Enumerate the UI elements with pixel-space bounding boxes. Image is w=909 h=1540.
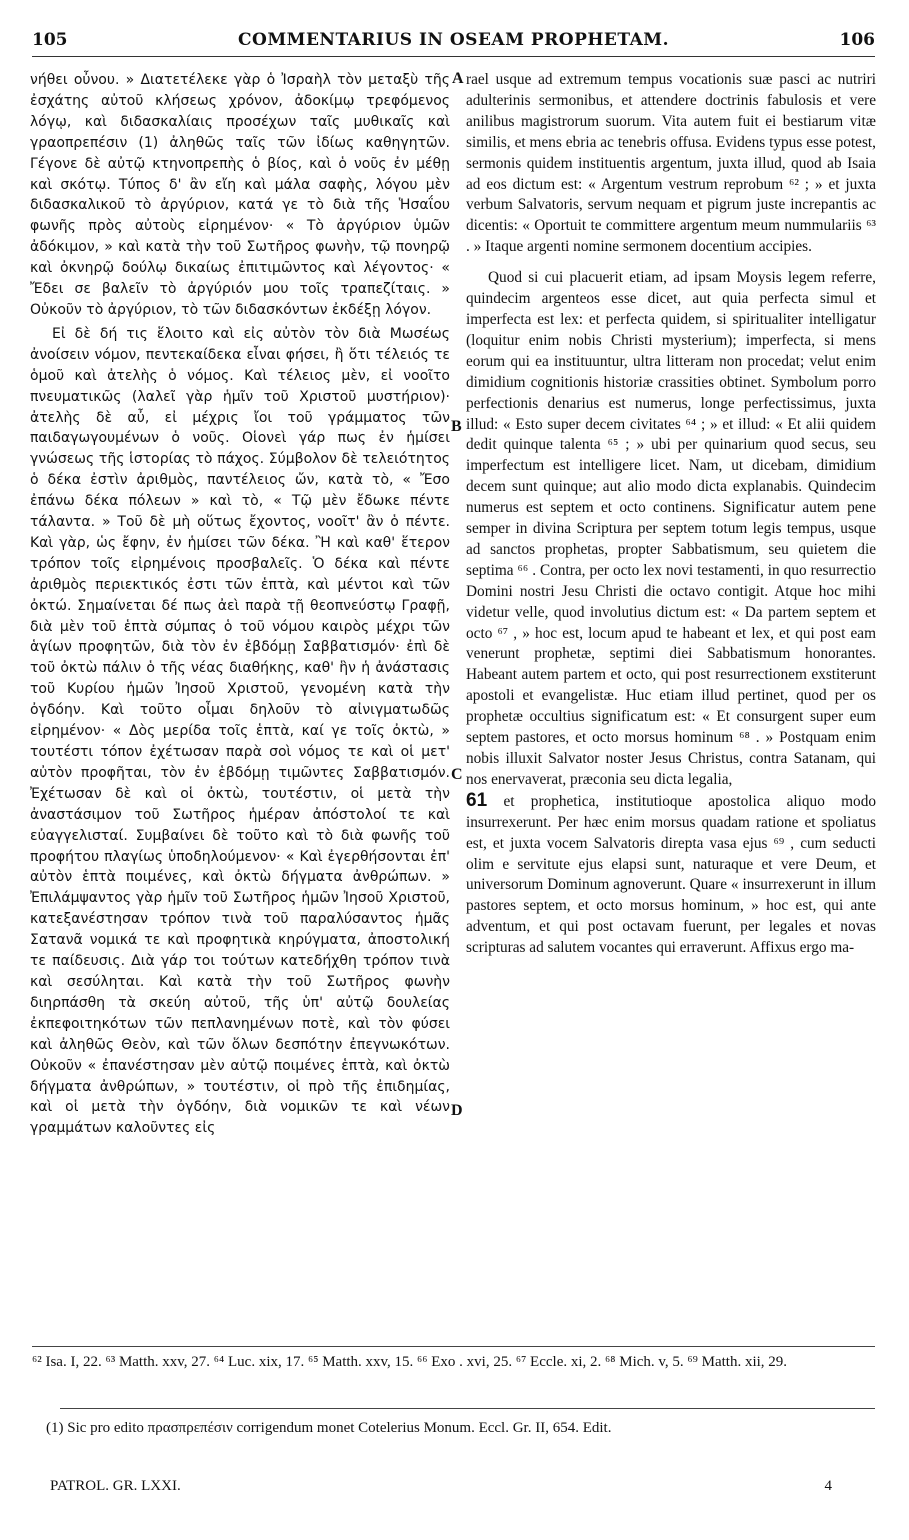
editorial-note [32,1418,875,1438]
latin-paragraph: Quod si cui placuerit etiam, ad ipsam Moysis legem referre, quindecim argenteos esse dicet, aut quia perfecta simul et imperfecta est lex: et perfecta quidem, si spiritualiter intelligatur (loquitur enim nobis Christi mysterium); imperfecta, si mens eorum qui ea instituuntur, ultra litteram non procedat; velut enim dimidium cognitionis historiæ crassities obtinet. Symbolum porro perfectionis denarius est numerus, longe perfectissimus, juxta illud: « Esto super decem civitates ⁶⁴ ; » et illud: « Et alii quidem dedit quinque talenta ⁶⁵ ; » ubi per quinarium quod secus, seu imperfectum est intelligere licet. Nam, ut dicebam, dimidium decem sunt quinque; aut alio modo dicta explanabis. Quindecim numerus est septem et octo continens. Significatur autem pene semper in divina Scriptura per septem totum legis tempus, usque ad sanctos prophetas, propter Sabbatismum, seu quietem die septima ⁶⁶ . Contra, per octo lex novi testamenti, in quo resurrectio Domini nostri Jesu Christi die octavo contigit. Atque hoc mihi videtur velle, quod involutius dictum est: « Da partem septem et octo ⁶⁷ , » hoc est, locum apud te habeant et lex, et qui post eam venerunt prophetæ, septimi diei Sabbatismum honorantes. Habeant autem partem et octo, qui post resurrectionem exstiterunt apostoli et evangelistæ. Huc etiam illud pertinet, quod per os prophetæ occultius significatum est: « Et consurgent super eum septem pastores, et octo morsus hominum ⁶⁸ . » Postquam enim nobis illuxit Salvator noster Jesus Christus, contra Satanam, qui nos enervaverat, præconia seu dicta legalia, [466,269,876,788]
latin-paragraph: rael usque ad extremum tempus vocationis suæ pasci ac nutriri adulterinis sermonibus, et attendere doctrinis fabulosis et vere anilibus magistrorum suorum. Vita autem fuit ei bestiarum vitæ similis, et mens ebria ac tenebris offusa. Evidens typus esse potest, sermonis quidem instituentis argentum, juxta illud, quod ab Isaia ad eos dictum est: « Argentum vestrum reprobum ⁶² ; » et juxta verbum Salvatoris, servum nequam et pigrum juste increpantis ac dicentis: « Oportuit te committere argentum meum nummulariis ⁶³ . » Itaque argenti nomine sermonem docentium accipies. [466,71,876,256]
signature-line [50,1478,872,1500]
right-column-number: 106 [839,30,875,50]
scripture-references [32,1352,875,1372]
latin-paragraph-tail: et prophetica, institutioque apostolica aliquo modo insurrexerunt. Per hæc enim morsus quadam ratione et spoliatus est, et juxta vocem Salvatoris direpta vasa ejus ⁶⁹ , cum seducti olim e servitute ejus elapsi sunt, naturaque et vere Deum, et universorum Dominum agnoverunt. Quare « insurrexerunt in illum pastores septem, et octo morsus hominum, » hoc est, qui ante adventum, et qui post octavam fuerunt, per legales et novas scripturas ad salutem vocantes qui erraverunt. Affixus ergo ma- [466,792,876,957]
inline-page-number: 61 [466,789,488,811]
signature-left: PATROL. GR. LXXI. [50,1478,181,1494]
footnote-text: (1) Sic pro edito πρασπρεπέσιν corrigendum monet Cotelerius Monum. Eccl. Gr. II, 654. Edit. [46,1420,612,1436]
margin-letter-a: A [452,70,464,87]
margin-letter-c: C [451,766,463,783]
running-header [32,30,875,57]
footnote-references: ⁶² Isa. I, 22. ⁶³ Matth. xxv, 27. ⁶⁴ Luc. xix, 17. ⁶⁵ Matth. xxv, 15. ⁶⁶ Exo . xvi, 25. ⁶⁷ Eccle. xi, 2. ⁶⁸ Mich. v, 5. ⁶⁹ Matth. xii, 29. [32,1354,788,1370]
latin-column [466,70,876,1342]
left-column-number: 105 [32,30,68,50]
column-divider-rule [32,1346,875,1347]
running-title: COMMENTARIUS IN OSEAM PROPHETAM. [237,30,670,50]
greek-paragraph: Εἰ δὲ δή τις ἕλοιτο καὶ εἰς αὐτὸν τὸν διὰ Μωσέως ἀνοίσειν νόμον, πεντεκαίδεκα εἶναι φήσει, ἢ ὅτι τέλειός τε ὁμοῦ καὶ ἀτελὴς ὁ νόμος. Καὶ τέλειος μὲν, εἰ νοοῖτο πνευματικῶς (λαλεῖ γὰρ ἡμῖν τοῦ Χριστοῦ μυστήριον)· ἀτελὴς δὲ αὖ, εἰ μέχρις ἴοι τοῦ γράμματος τῶν παιδαγωγουμένων ὁ νοῦς. Οἱονεὶ γάρ πως ἐν ἡμίσει γνώσεως τῆς ἱστορίας τὸ πάχος. Σύμβολον δὲ τελειότητος ὁ δέκα ἐστὶν ἀριθμὸς, παντέλειος ὤν, κατὰ τὸ, « Ἔσο ἐπάνω δέκα πόλεων » καὶ τὸ, « Τῷ μὲν ἔδωκε πέντε τάλαντα. » Τοῦ δὲ μὴ οὕτως ἔχοντος, νοοῖτ' ἂν ὁ πέντε. Καὶ γὰρ, ὡς ἔφην, ἐν ἡμίσει τῶν δέκα. Ἢ καὶ καθ' ἕτερον τρόπον τοῖς εἰρημένοις προσβαλεῖς. Ὁ δέκα καὶ πέντε ἀριθμὸς περιεκτικός ἐστι τῶν ἑπτὰ, καὶ μέντοι καὶ τῶν ὀκτώ. Σημαίνεται δέ πως ἀεὶ παρὰ τῇ θεοπνεύστῳ Γραφῇ, διὰ μὲν τοῦ ἑπτὰ σύμπας ὁ τοῦ νόμου καιρὸς μέχρι τῶν ἁγίων προφητῶν, διὰ τὸν ἐν ἑβδόμῃ Σαββατισμόν· ἐπὶ δὲ τοῦ ὀκτὼ πάλιν ὁ τῆς νέας διαθήκης, καθ' ἣν ἡ ἀνάστασις τοῦ Κυρίου ἡμῶν Ἰησοῦ Χριστοῦ, γενομένη κατὰ τὴν ὀγδόην. Καὶ τοῦτο οἶμαι δηλοῦν τὸ αἰνιγματωδῶς εἰρημένον· « Δὸς μερίδα τοῖς ἑπτὰ, καί γε τοῖς ὀκτὼ, » τουτέστι τόπον ἐχέτωσαν παρὰ σοὶ νόμος τε καὶ οἱ μετ' αὐτὸν προφῆται, τὸν ἐν ἑβδόμῃ τιμῶντες Σαββατισμόν. Ἐχέτωσαν δὲ καὶ οἱ ὀκτὼ, τουτέστιν, οἱ μετὰ τὴν ἀναστάσιμον τοῦ Σωτῆρος ἡμέραν ἀπόστολοί τε καὶ εὐαγγελισταί. Συμβαίνει δὲ τοῦτο καὶ τὸ διὰ φωνῆς τοῦ προφήτου πλαγίως ὑποδηλούμενον· « Καὶ ἐγερθήσονται ἐπ' αὐτὸν ἑπτὰ ποιμένες, καὶ ὀκτὼ δήγματα ἀνθρώπων. » Ἐπιλάμψαντος γὰρ ἡμῖν τοῦ Σωτῆρος ἡμῶν Ἰησοῦ Χριστοῦ, κατεξανέστησαν τρόπον τινὰ τοῦ παραλύσαντος ἡμᾶς Σατανᾶ νομικά τε καὶ προφητικὰ κηρύγματα, ἀποστολική τε παίδευσις. Διὰ γάρ τοι τούτων κατεδήχθη τρόπον τινὰ καὶ σεσύληται. Καὶ κατὰ τὴν τοῦ Σωτῆρος φωνὴν διηρπάσθη τὰ σκεύη αὐτοῦ, τῆς ὑπ' αὐτῷ δουλείας ἐκπεφοιτηκότων τῶν πεπλανημένων ποτὲ, καὶ τὸν φύσει καὶ ἀληθῶς Θεὸν, καὶ τῶν ὅλων δεσπότην ἐπεγνωκότων. Οὐκοῦν « ἐπανέστησαν μὲν αὐτῷ ποιμένες ἑπτὰ, καὶ ὀκτὼ δήγματα ἀνθρώπων, » τουτέστιν, οἱ πρὸ τῆς ἐπιδημίας, καὶ οἱ μετὰ τὴν ὀγδόην, διὰ νομικῶν τε καὶ νέων γραμμάτων καλοῦντες εἰς [30,325,450,1137]
greek-column [30,70,450,1342]
margin-letter-b: B [451,418,462,435]
margin-letter-d: D [451,1102,463,1119]
greek-paragraph: νήθει οὖνου. » Διατετέλεκε γὰρ ὁ Ἰσραὴλ τὸν μεταξὺ τῆς ἐσχάτης αὐτοῦ κλήσεως χρόνον, ἀδοκίμῳ τρεφόμενος λόγῳ, καὶ διδασκαλίαις προσέχων ταῖς μυθικαῖς καὶ γραοπρεπέσιν (1) ἀληθῶς ταῖς τῶν ἰδίως καθηγητῶν. Γέγονε δὲ αὐτῷ κτηνοπρεπὴς ὁ βίος, καὶ ὁ νοῦς ἐν μέθῃ καὶ σκότῳ. Τύπος δ' ἂν εἴη καὶ μάλα σαφὴς, λόγου μὲν διδασκαλικοῦ τὸ ἀργύριον, κατά γε τὸ διὰ τῆς Ἡσαΐου φωνῆς πρὸς αὐτοὺς εἰρημένον· « Τὸ ἀργύριον ὑμῶν ἀδόκιμον, » καὶ κατὰ τὴν τοῦ Σωτῆρος φωνὴν, τῷ πονηρῷ καὶ ὀκνηρῷ δούλῳ δικαίως ἐπιτιμῶντος καὶ λέγοντος· « Ἔδει σε βαλεῖν τὸ ἀργύριόν μου τοῖς τραπεζίταις. » Οὐκοῦν τὸ ἀργύριον, τὸ τῶν διδασκόντων ἐκδέξῃ λόγον. [30,72,450,318]
signature-number: 4 [824,1478,832,1494]
latin-paragraph-continued [466,791,876,959]
footnote-rule [60,1408,875,1409]
